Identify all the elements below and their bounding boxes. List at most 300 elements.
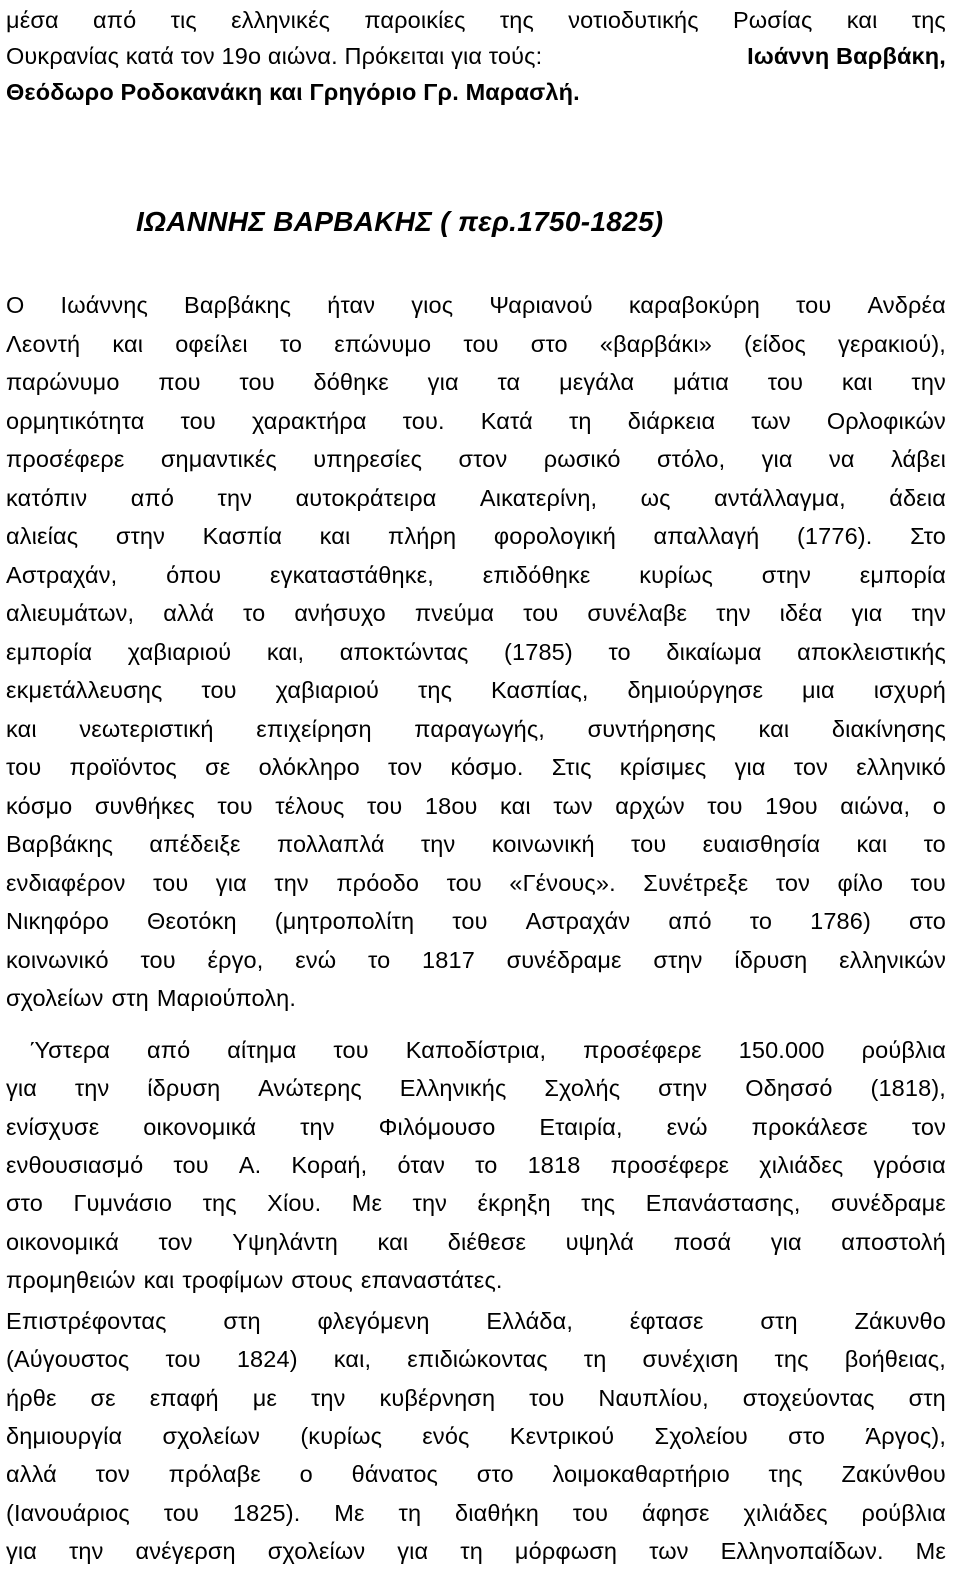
word: Κασπία [202,523,283,549]
word: για [851,600,883,626]
word: του [180,407,216,434]
word: την [310,1384,346,1411]
word: αιώνα, [840,792,911,819]
word: Αικατερίνη, [479,484,598,511]
text-line [6,1493,946,1533]
word: ενός [422,1422,470,1449]
word: των [751,407,791,434]
word: 18ου [424,792,478,819]
word: που [158,369,201,395]
word: Αστραχάν [525,908,631,934]
word: (1785) [504,638,573,665]
word: συνέλαβε [587,600,688,626]
word: των [649,1537,689,1564]
word: Με [334,1499,365,1526]
word: Συνέτρεξε [643,869,749,896]
word: τον [388,754,423,780]
word: ήρθε [6,1384,57,1411]
word: καραβοκύρη [628,292,760,318]
word: και [143,1266,175,1293]
word: αλιείας [6,523,79,549]
word: τη [460,1537,483,1564]
word: του [367,792,403,819]
word: το [279,330,303,357]
text-line [6,786,946,826]
text-line [6,516,946,556]
word: νοτιοδυτικής [568,7,699,33]
word: νεωτεριστική [79,715,214,742]
word: και [500,792,531,819]
word: στη [760,1308,798,1334]
word: ρωσικό [543,446,621,472]
word: σε [90,1384,116,1411]
word: στοχεύοντας [742,1384,875,1411]
word: αποστολή [841,1228,946,1255]
text-line [30,1030,946,1070]
word: κυρίως [639,561,714,588]
word: 150.000 [738,1037,825,1063]
word: για [770,1228,802,1255]
word: ανήσυχο [294,600,386,626]
word: επιδόθηκε [482,561,591,588]
word: σχολείων [6,985,104,1011]
word: Σχολής [544,1075,621,1102]
word: τις [170,7,197,33]
word: ποσά [673,1228,732,1255]
word: τον [775,869,811,896]
word: τέλους [275,792,345,819]
word: στη [223,1308,261,1334]
word: παροικίες [364,7,466,33]
word: του [707,792,743,819]
word: Φιλόμουσο [378,1113,496,1140]
word: διέθεσε [447,1228,527,1255]
word: ενδιαφέρον [6,869,126,896]
word: Ελληνικής [399,1075,507,1102]
word: του [631,831,667,857]
word: για [397,1537,429,1564]
word: το [367,946,391,973]
word: χιλιάδες [743,1499,828,1526]
word: του [163,1499,200,1526]
word: στην [115,523,166,549]
word: Γυμνάσιο [73,1190,173,1217]
word: τη [398,1499,422,1526]
word: επιδιώκοντας [407,1346,548,1373]
word: (1818), [870,1075,946,1102]
word: λάβει [891,446,946,472]
word: από [130,484,175,511]
word: άφησε [641,1499,710,1526]
word: Ελληνοπαίδων. [720,1537,884,1564]
word: τον [95,1461,130,1488]
word: ελληνικών [839,946,946,973]
word: στο [6,1190,43,1217]
word: ίδρυση [734,946,808,973]
word: Ναυπλίου, [598,1384,709,1411]
word: Βαρβάκης [6,831,114,857]
word: λοιμοκαθαρτήριο [552,1461,730,1488]
word: τον [793,754,828,780]
word: Ψαριανού [489,292,593,318]
word: το [923,831,946,857]
word: του [239,369,275,395]
word: του [529,1384,565,1411]
word: ρούβλια [861,1499,946,1526]
word: του [910,869,946,896]
word: ορμητικότητα [6,407,145,434]
text-line [6,439,946,479]
word: ανέγερση [135,1537,236,1564]
word: αλιευμάτων, [6,600,135,626]
word: να [829,446,855,472]
text-line [6,1183,946,1223]
word: παρώνυμο [6,369,120,395]
text-line [6,593,946,633]
word: Βαρβάκης [184,292,292,318]
word: επιχείρηση [256,715,372,742]
word: τον [158,1228,193,1255]
word: Σχολείου [654,1422,748,1449]
word: ο [299,1461,313,1488]
word: κοινωνική [491,831,595,857]
word: υψηλά [565,1228,635,1255]
word: όταν [397,1151,446,1178]
word: Αστραχάν, [6,561,118,588]
word: 1817 [422,946,475,973]
text-line [6,1145,946,1185]
word: στους [291,1266,353,1293]
text-line [6,478,946,518]
word: ενίσχυσε [6,1113,100,1140]
text-line [6,632,946,672]
text-line [6,1454,946,1494]
word: έκρηξη [477,1190,551,1217]
word: άδεια [889,484,946,511]
word: πρόλαβε [168,1461,261,1488]
word: δημιουργία [6,1422,123,1449]
word: αντάλλαγμα, [714,484,846,511]
word: Νικηφόρο [6,908,109,934]
word: κρίσιμες [619,754,707,780]
intro-line-2 [6,36,946,76]
word: του [452,908,488,934]
word: Α. [238,1151,262,1178]
word: στην [653,946,703,973]
word: ιδέα [779,600,823,626]
word: της [499,7,534,33]
word: του [333,1037,369,1063]
word: του [463,330,499,357]
word: εμπορία [859,561,946,588]
word: και [377,1228,409,1255]
text-line [6,1107,946,1147]
word: πλήρη [388,523,457,549]
word: όπου [166,561,222,588]
word: 1825). [232,1499,301,1526]
word: την [911,600,946,626]
word: συνέδραμε [506,946,622,973]
word: ίδρυση [147,1075,221,1102]
word: Άργος), [865,1422,946,1449]
word: κατόπιν [6,484,88,511]
text-line [6,1068,946,1108]
word: για [215,869,247,896]
word: γερακιού), [838,330,946,357]
word: την [274,869,309,896]
word: στη [111,985,149,1011]
word: δόθηκε [313,369,389,395]
word: του [153,869,189,896]
word: Ανδρέα [867,292,946,318]
word: Ρωσίας [732,7,813,33]
word: ολόκληρο [258,754,360,780]
word: (Ιανουάριος [6,1499,130,1526]
text-line [6,978,946,1018]
word: 1786) [810,908,871,934]
intro-name-varvakis: Ιωάννη Βαρβάκη, [747,43,946,69]
word: απέδειξε [149,831,241,857]
word: διαθήκη [455,1499,539,1526]
word: ευαισθησία [702,831,821,857]
intro-line-2-text: Ουκρανίας κατά τον 19ο αιώνα. Πρόκειται για τούς: [6,43,549,69]
word: και, [266,638,305,665]
word: δημιούργησε [627,677,764,703]
word: σχολείων [267,1537,366,1564]
word: στο [476,1461,514,1488]
word: επαναστάτες. [360,1266,503,1293]
word: του. [402,407,445,434]
word: Στο [910,523,946,549]
word: μια [801,677,835,703]
word: ελληνικό [856,754,946,780]
text-line [6,670,946,710]
word: στον [458,446,508,472]
word: του [446,869,482,896]
word: Υψηλάντη [232,1228,338,1255]
word: πολλαπλά [276,831,385,857]
word: το [749,908,773,934]
word: στην [761,561,812,588]
word: την [412,1190,448,1217]
word: ενθουσιασμό [6,1151,144,1178]
word: προκάλεσε [751,1113,868,1140]
word: (1776). [796,523,873,549]
word: Ελλάδα, [486,1308,573,1334]
word: μάτια [673,369,730,395]
word: τροφίμων [182,1266,284,1293]
word: με [252,1384,278,1411]
word: αλλά [163,600,215,626]
word: αποκλειστικής [797,638,946,665]
word: του [173,1151,209,1178]
word: Με [915,1537,946,1564]
word: ενώ [666,1113,708,1140]
word: τα [497,369,521,395]
word: την [300,1113,335,1140]
word: Οδησσό [745,1075,833,1102]
word: χαβιαριού [127,638,232,665]
word: το [475,1151,498,1178]
word: για [427,369,459,395]
word: γρόσια [873,1151,946,1178]
word: Θεοτόκη [147,908,237,934]
text-line [6,362,946,402]
word: φορολογική [493,523,616,549]
word: Ανώτερης [258,1075,362,1102]
word: (Αύγουστος [6,1346,130,1373]
word: εκμετάλλευσης [6,677,163,703]
word: για [734,754,766,780]
word: προσέφερε [6,446,125,472]
text-line [6,1378,946,1418]
word: πνεύμα [414,600,495,626]
word: «Γένους». [509,869,616,896]
word: στο [788,1422,826,1449]
word: επαφή [149,1384,219,1411]
word: αίτημα [227,1037,297,1063]
word: κοινωνικό [6,946,109,973]
word: τη [568,407,592,434]
word: εμπορία [6,638,93,665]
word: οικονομικά [143,1113,257,1140]
word: της [202,1190,237,1217]
word: Ζακύνθου [841,1461,946,1488]
word: την [420,831,456,857]
word: Κοραή, [291,1151,368,1178]
word: Επιστρέφοντας [6,1308,167,1334]
word: συνθήκες [94,792,195,819]
word: Κασπίας, [490,677,589,703]
word: Μαριούπολη. [156,985,297,1011]
word: της [774,1346,809,1373]
word: τη [583,1346,607,1373]
word: Στις [551,754,592,780]
word: Ορλοφικών [826,407,946,434]
word: της [911,7,946,33]
word: του [796,292,832,318]
word: θάνατος [351,1461,439,1488]
word: συνέδραμε [830,1190,946,1217]
word: την [716,600,751,626]
word: Κατά [480,407,533,434]
word: για [761,446,793,472]
word: κυβέρνηση [379,1384,496,1411]
word: προσέφερε [583,1037,702,1063]
word: τον [911,1113,946,1140]
word: (είδος [744,330,806,357]
text-line [6,1416,946,1456]
word: του [140,946,176,973]
text-line [6,401,946,441]
word: αρχών [615,792,685,819]
word: χιλιάδες [759,1151,844,1178]
word: στο [909,908,946,934]
word: των [553,792,593,819]
word: επώνυμο [334,330,432,357]
word: το [243,600,266,626]
word: χαβιαριού [275,677,380,703]
word: (κυρίως [300,1422,383,1449]
word: Επανάστασης, [645,1190,801,1217]
word: οφείλει [175,330,248,357]
word: γιος [411,292,454,318]
word: έργο, [207,946,264,973]
word: για [6,1075,38,1102]
word: και [841,369,873,395]
text-line [6,709,946,749]
text-line [6,901,946,941]
word: ελληνικές [231,7,331,33]
word: στη [908,1384,946,1411]
word: το [608,638,631,665]
word: βοήθειας, [844,1346,946,1373]
text-line [6,824,946,864]
word: Κεντρικού [509,1422,615,1449]
text-line [6,1222,946,1262]
intro-line-3 [6,72,946,112]
word: την [217,484,253,511]
word: την [74,1075,110,1102]
text-line [6,555,946,595]
word: εγκαταστάθηκε, [270,561,434,588]
word: ισχυρή [873,677,946,703]
word: από [668,908,712,934]
word: και [319,523,351,549]
word: της [417,677,453,703]
word: υπηρεσίες [313,446,423,472]
word: του [201,677,237,703]
word: 19ου [765,792,818,819]
text-line [6,324,946,364]
word: και [856,831,888,857]
word: συντήρησης [587,715,716,742]
word: ο [932,792,946,819]
word: για [6,1537,38,1564]
word: σε [205,754,231,780]
word: στόλο, [656,446,726,472]
text-line [6,940,946,980]
word: Ύστερα [30,1037,111,1063]
word: του [523,600,559,626]
word: της [768,1461,803,1488]
word: αυτοκράτειρα [295,484,437,511]
word: «βαρβάκι» [599,330,712,357]
word: την [69,1537,104,1564]
word: του [165,1346,201,1373]
word: και [112,330,144,357]
word: χαρακτήρα [251,407,367,434]
word: οικονομικά [6,1228,119,1255]
word: φίλο [837,869,884,896]
word: Χίου. [267,1190,322,1217]
word: Ζάκυνθο [854,1308,946,1334]
word: και [6,715,37,742]
text-line [6,863,946,903]
word: και [846,7,878,33]
word: κόσμο. [450,754,524,780]
word: ως [640,484,671,511]
word: την [911,369,946,395]
word: παραγωγής, [414,715,545,742]
word: στην [658,1075,708,1102]
word: μεγάλα [559,369,635,395]
word: ήταν [327,292,376,318]
word: της [581,1190,616,1217]
word: σχολείων [162,1422,261,1449]
word: 1824) [236,1346,298,1373]
word: δικαίωμα [666,638,762,665]
